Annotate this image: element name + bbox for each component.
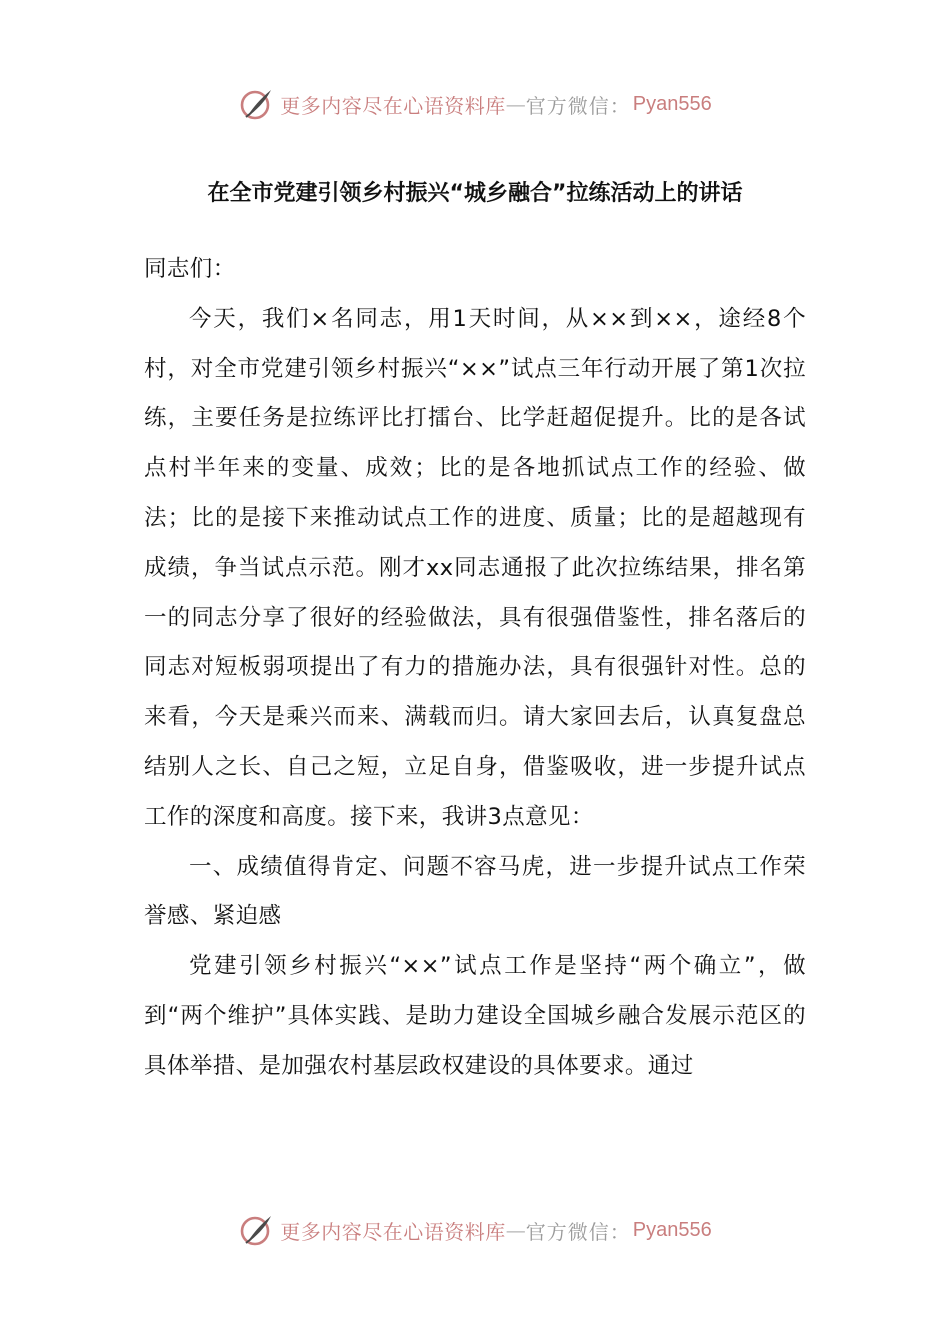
header-watermark <box>0 82 950 126</box>
watermark-separator: — <box>505 1218 526 1242</box>
document-title: 在全市党建引领乡村振兴“城乡融合”拉练活动上的讲话 <box>207 181 743 206</box>
watermark-wechat-id: Pyan556 <box>632 1218 712 1241</box>
paragraph-intro: 今天，我们×名同志，用1天时间，从××到××，途经8个村，对全市党建引领乡村振兴“××”试点三年行动开展了第1次拉练，主要任务是拉练评比打擂台、比学赶超促提升。比的是各试点村半年来的变量、成效；比的是各地抓试点工作的经验、做法；比的是接下来推动试点工作的进度、质量；比的是超越现有成绩，争当试点示范。刚才xx同志通报了此次拉练结果，排名第一的同志分享了很好的经验做法，具有很强借鉴性，排名落后的同志对短板弱项提出了有力的措施办法，具有很强针对性。总的来看，今天是乘兴而来、满载而归。请大家回去后，认真复盘总结别人之长、自己之短，立足自身，借鉴吸收，进一步提升试点工作的深度和高度。接下来，我讲3点意见： <box>144 305 806 830</box>
watermark-separator: — <box>505 92 526 116</box>
watermark-site-text: 更多内容尽在心语资料库 <box>280 93 506 118</box>
footer-watermark <box>0 1208 950 1252</box>
watermark-wechat-id: Pyan556 <box>632 92 712 115</box>
document-body <box>144 245 806 1092</box>
salutation: 同志们： <box>144 256 236 282</box>
watermark-site-text: 更多内容尽在心语资料库 <box>280 1219 506 1244</box>
quill-pen-logo-icon <box>238 1212 274 1248</box>
quill-pen-logo-icon <box>238 86 274 122</box>
watermark-wechat-label: 官方微信： <box>525 93 631 118</box>
paragraph-section-1: 党建引领乡村振兴“××”试点工作是坚持“两个确立”，做到“两个维护”具体实践、是助力建设全国城乡融合发展示范区的具体举措、是加强农村基层政权建设的具体要求。通过 <box>144 953 806 1079</box>
section-heading-1: 一、成绩值得肯定、问题不容马虎，进一步提升试点工作荣誉感、紧迫感 <box>144 853 806 930</box>
watermark-wechat-label: 官方微信： <box>525 1219 631 1244</box>
